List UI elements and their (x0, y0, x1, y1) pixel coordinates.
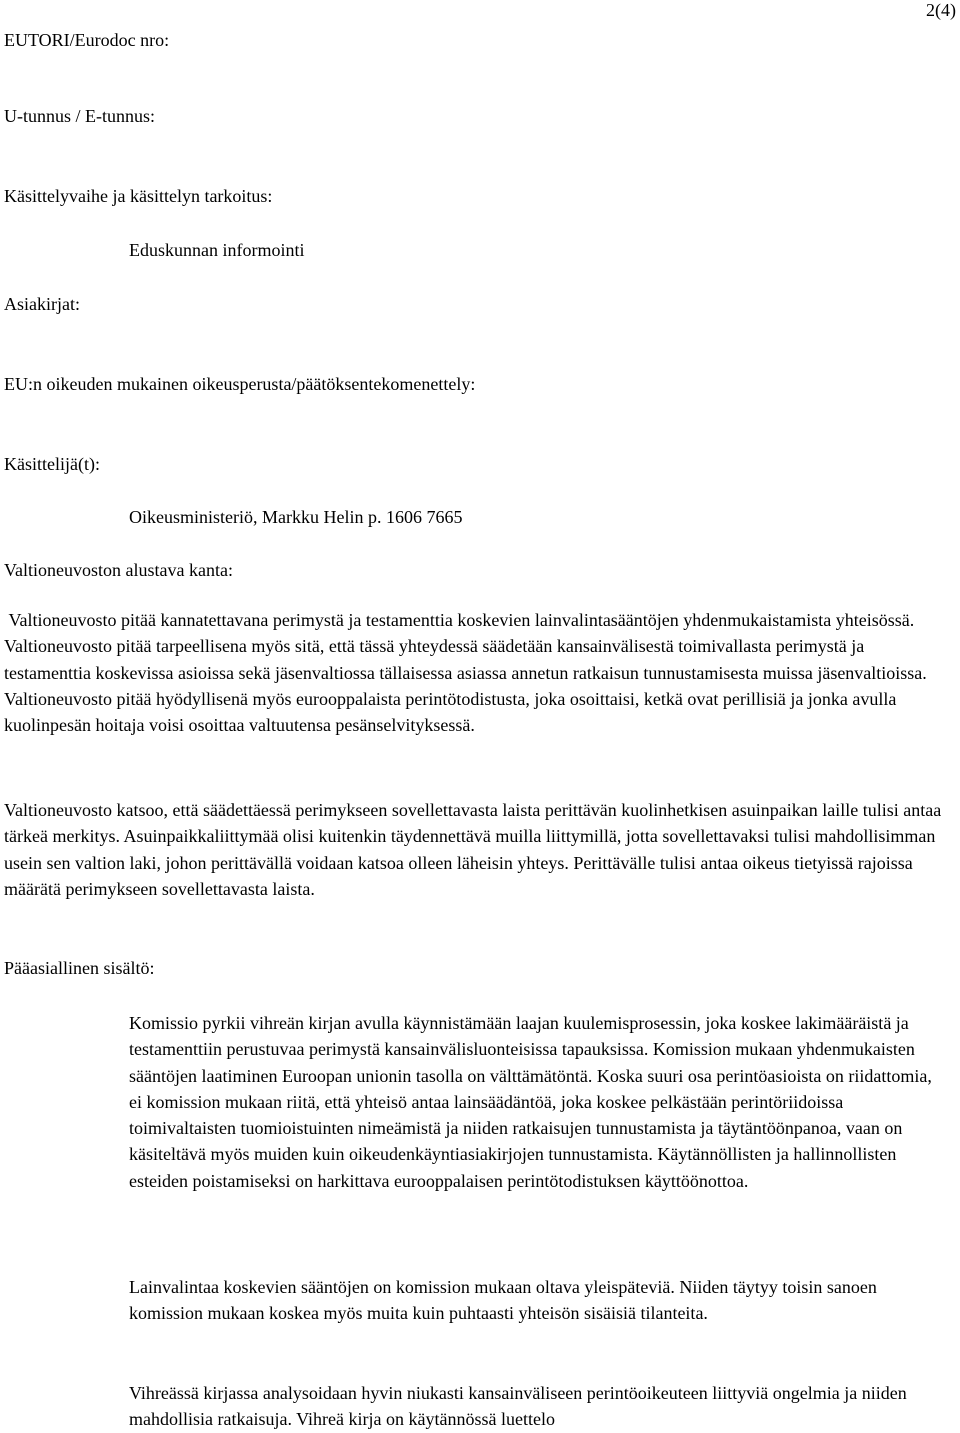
kanta-paragraph-1: Valtioneuvosto pitää kannatettavana perimystä ja testamenttia koskevien lainvalintasääntöjen yhdenmukaistamista yhteisössä. Valtioneuvosto pitää tarpeellisena myös sitä, että tässä yhteydessä säädetään kansainvälisestä toimivallasta perimystä ja testamenttia koskevissa asioissa sekä jäsenvaltiossa tällaisessa asiassa annetun ratkaisun tunnustamisesta muissa jäsenvaltioissa. Valtioneuvosto pitää hyödyllisenä myös eurooppalaista perintötodistusta, joka osoittaisi, ketkä ovat perillisiä ja jonka avulla kuolinpesän hoitaja voisi osoittaa valtuutensa pesänselvityksessä. (4, 610, 931, 736)
kanta-label: Valtioneuvoston alustava kanta: (4, 560, 233, 580)
page-number: 2(4) (926, 0, 956, 20)
kasittelyvaihe-value: Eduskunnan informointi (129, 240, 305, 260)
kanta-paragraph-2: Valtioneuvosto katsoo, että säädettäessä perimykseen sovellettavasta laista perittävän kuolinhetkisen asuinpaikan laille tulisi antaa tärkeä merkitys. Asuinpaikkaliittymää olisi kuitenkin täydennettävä muilla liittymillä, jotta sovellettavaksi tulisi mahdollisimman usein sen valtion laki, johon perittävällä voidaan katsoa olleen läheisin yhteys. Perittävälle tulisi antaa oikeus tietyissä rajoissa määrätä perimykseen sovellettavasta laista. (4, 800, 942, 899)
kasittelyvaihe-label: Käsittelyvaihe ja käsittelyn tarkoitus: (4, 186, 273, 206)
doc-number-label: EUTORI/Eurodoc nro: (4, 30, 170, 50)
kasittelija-value: Oikeusministeriö, Markku Helin p. 1606 7665 (129, 507, 463, 527)
oikeusperusta-label: EU:n oikeuden mukainen oikeusperusta/päätöksentekomenettely: (4, 374, 476, 394)
kasittelija-label: Käsittelijä(t): (4, 454, 100, 474)
asiakirjat-label: Asiakirjat: (4, 294, 80, 314)
content-paragraph-3: Vihreässä kirjassa analysoidaan hyvin niukasti kansainväliseen perintöoikeuteen liittyviä ongelmia ja niiden mahdollisia ratkaisuja. Vihreä kirja on käytännössä luettelo (129, 1383, 907, 1430)
u-tunnus-label: U-tunnus / E-tunnus: (4, 106, 155, 126)
content-paragraph-1: Komissio pyrkii vihreän kirjan avulla käynnistämään laajan kuulemisprosessin, joka koskee lakimääräistä ja testamenttiin perustuvaa perimystä kansainvälisluonteisissa tapauksissa. Komission mukaan yhdenmukaisten sääntöjen laatiminen Euroopan unionin tasolla on välttämätöntä. Koska suuri osa perintöasioista on riidattomia, ei komission mukaan riitä, että yhteisö antaa lainsäädäntöä, joka koskee pelkästään perintöriidoissa toimivaltaisten tuomioistuinten nimeämistä ja niiden ratkaisujen tunnustamista ja täytäntöönpanoa, vaan on käsiteltävä myös muiden kuin oikeudenkäyntiasiakirjojen tunnustamista. Käytännöllisten ja hallinnollisten esteiden poistamiseksi on harkittava eurooppalaisen perintötodistuksen käyttöönottoa. (129, 1013, 932, 1191)
content-paragraph-2: Lainvalintaa koskevien sääntöjen on komission mukaan oltava yleispäteviä. Niiden täytyy toisin sanoen komission mukaan koskea myös muita kuin puhtaasti yhteisön sisäisiä tilanteita. (129, 1277, 877, 1324)
paasiallinen-label: Pääasiallinen sisältö: (4, 958, 155, 978)
